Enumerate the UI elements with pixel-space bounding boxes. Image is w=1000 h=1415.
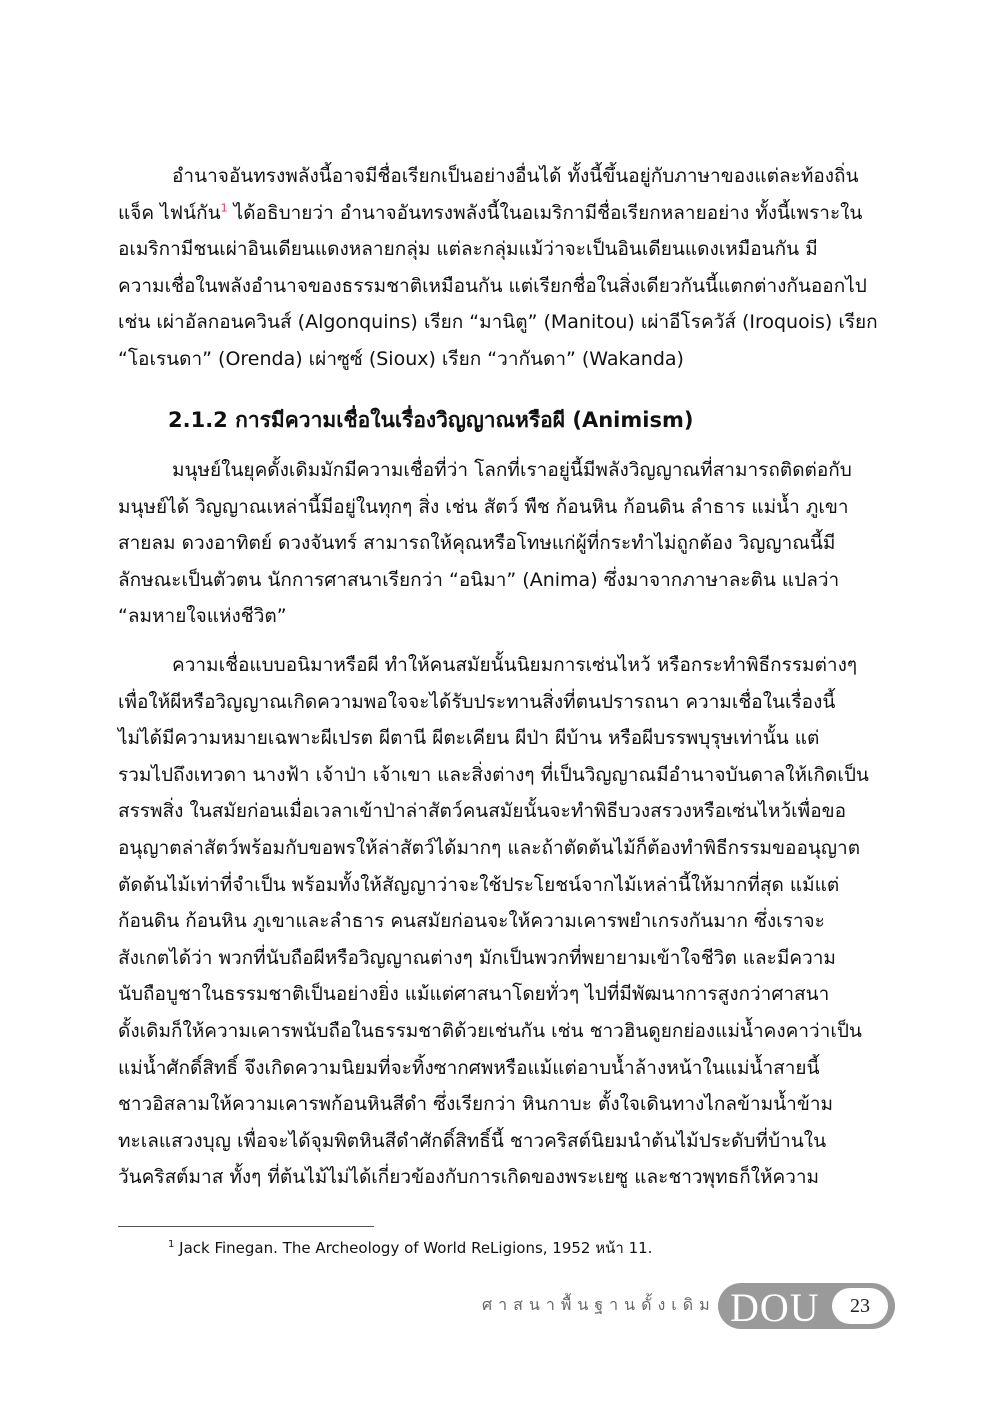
footnote-marker[interactable]: 1: [220, 201, 228, 215]
text-line: เพื่อให้ผีหรือวิญญาณเกิดความพอใจจะได้รับประทานสิ่งที่ตนปรารถนา ความเชื่อในเรื่องนี้: [118, 690, 836, 713]
text-line: “โอเรนดา” (Orenda) เผ่าซูซ์ (Sioux) เรียก “วากันดา” (Wakanda): [118, 347, 684, 370]
text-line: อำนาจอันทรงพลังนี้อาจมีชื่อเรียกเป็นอย่างอื่นได้ ทั้งนี้ขึ้นอยู่กับภาษาของแต่ละท้องถิ่น: [172, 165, 859, 187]
text-line: อนุญาตล่าสัตว์พร้อมกับขอพรให้ล่าสัตว์ได้มากๆ และถ้าตัดต้นไม้ก็ต้องทำพิธีกรรมขออนุญาต: [118, 836, 861, 859]
text-line: วันคริสต์มาส ทั้งๆ ที่ต้นไม้ไม่ได้เกี่ยวข้องกับการเกิดของพระเยซู และชาวพุทธก็ให้ความ: [118, 1166, 820, 1189]
text-line: ทะเลแสวงบุญ เพื่อจะได้จุมพิตหินสีดำศักดิ์สิทธิ์นี้ ชาวคริสต์นิยมนำต้นไม้ประดับที่บ้านใน: [118, 1129, 827, 1152]
section-heading: 2.1.2 การมีความเชื่อในเรื่องวิญญาณหรือผี (Animism): [168, 408, 694, 432]
text-line: [118, 195, 896, 232]
text-line: สังเกตได้ว่า พวกที่นับถือผีหรือวิญญาณต่างๆ มักเป็นพวกที่พยายามเข้าใจชีวิต และมีความ: [118, 946, 836, 969]
text-line: ก้อนดิน ก้อนหิน ภูเขาและลำธาร คนสมัยก่อนจะให้ความเคารพยำเกรงกันมาก ซึ่งเราจะ: [118, 910, 825, 933]
author-name: แจ็ค ไฟน์กัน: [118, 201, 221, 224]
text-line: ลักษณะเป็นตัวตน นักการศาสนาเรียกว่า “อนิมา” (Anima) ซึ่งมาจากภาษาละติน แปลว่า: [118, 568, 840, 591]
text-line: “ลมหายใจแห่งชีวิต”: [118, 605, 287, 628]
text-line: ดั้งเดิมก็ให้ความเคารพนับถือในธรรมชาติด้วยเช่นกัน เช่น ชาวฮินดูยกย่องแม่น้ำคงคาว่าเป็น: [118, 1019, 862, 1042]
text-line: รวมไปถึงเทวดา นางฟ้า เจ้าป่า เจ้าเขา และสิ่งต่างๆ ที่เป็นวิญญาณมีอำนาจบันดาลให้เกิดเป็น: [118, 763, 869, 786]
text-line: สรรพสิ่ง ในสมัยก่อนเมื่อเวลาเข้าป่าล่าสัตว์คนสมัยนั้นจะทำพิธีบวงสรวงหรือเซ่นไหว้เพื่อขอ: [118, 800, 847, 823]
text-line: ความเชื่อในพลังอำนาจของธรรมชาติเหมือนกัน แต่เรียกชื่อในสิ่งเดียวกันนี้แตกต่างกันออกไป: [118, 274, 867, 297]
paragraph-2: [118, 452, 896, 635]
publisher-logo: DOU: [730, 1285, 820, 1330]
text-line: ไม่ได้มีความหมายเฉพาะผีเปรต ผีตานี ผีตะเคียน ผีป่า ผีบ้าน หรือผีบรรพบุรุษเท่านั้น แต่: [118, 727, 820, 750]
paragraph-1: [118, 158, 896, 378]
footnote: [168, 1236, 652, 1260]
text-span: ได้อธิบายว่า อำนาจอันทรงพลังนี้ในอเมริกามีชื่อเรียกหลายอย่าง ทั้งนี้เพราะใน: [227, 201, 863, 224]
paragraph-3: [118, 647, 896, 1196]
text-line: แม่น้ำศักดิ์สิทธิ์ จึงเกิดความนิยมที่จะทิ้งซากศพหรือแม้แต่อาบน้ำล้างหน้าในแม่น้ำสายนี้: [118, 1056, 820, 1079]
footnote-text: Jack Finegan. The Archeology of World ReLigions, 1952 หน้า 11.: [174, 1239, 653, 1257]
text-line: อเมริกามีชนเผ่าอินเดียนแดงหลายกลุ่ม แต่ละกลุ่มแม้ว่าจะเป็นอินเดียนแดงเหมือนกัน มี: [118, 238, 818, 261]
text-line: ความเชื่อแบบอนิมาหรือผี ทำให้คนสมัยนั้นนิยมการเซ่นไหว้ หรือกระทำพิธีกรรมต่างๆ: [172, 654, 858, 676]
page-number: 23: [832, 1288, 888, 1324]
text-line: มนุษย์ในยุคดั้งเดิมมักมีความเชื่อที่ว่า โลกที่เราอยู่นี้มีพลังวิญญาณที่สามารถติดต่อกับ: [172, 459, 852, 481]
text-line: ตัดต้นไม้เท่าที่จำเป็น พร้อมทั้งให้สัญญาว่าจะใช้ประโยชน์จากไม้เหล่านี้ให้มากที่สุด แม้แต่: [118, 873, 840, 896]
text-line: สายลม ดวงอาทิตย์ ดวงจันทร์ สามารถให้คุณหรือโทษแก่ผู้ที่กระทำไม่ถูกต้อง วิญญาณนี้มี: [118, 532, 836, 555]
footnote-divider: [118, 1226, 374, 1227]
footnote-number: 1: [168, 1239, 175, 1250]
running-footer-title: ศาสนาพื้นฐานดั้งเดิม: [482, 1295, 716, 1314]
text-line: มนุษย์ได้ วิญญาณเหล่านี้มีอยู่ในทุกๆ สิ่ง เช่น สัตว์ พืช ก้อนหิน ก้อนดิน ลำธาร แม่น้ำ ภูเขา: [118, 495, 849, 518]
text-line: นับถือบูชาในธรรมชาติเป็นอย่างยิ่ง แม้แต่ศาสนาโดยทั่วๆ ไปที่มีพัฒนาการสูงกว่าศาสนา: [118, 983, 830, 1006]
text-line: เช่น เผ่าอัลกอนควินส์ (Algonquins) เรียก “มานิตู” (Manitou) เผ่าอีโรควัส์ (Iroquois) เรียก: [118, 311, 878, 334]
text-line: ชาวอิสลามให้ความเคารพก้อนหินสีดำ ซึ่งเรียกว่า หินกาบะ ตั้งใจเดินทางไกลข้ามน้ำข้าม: [118, 1093, 834, 1116]
